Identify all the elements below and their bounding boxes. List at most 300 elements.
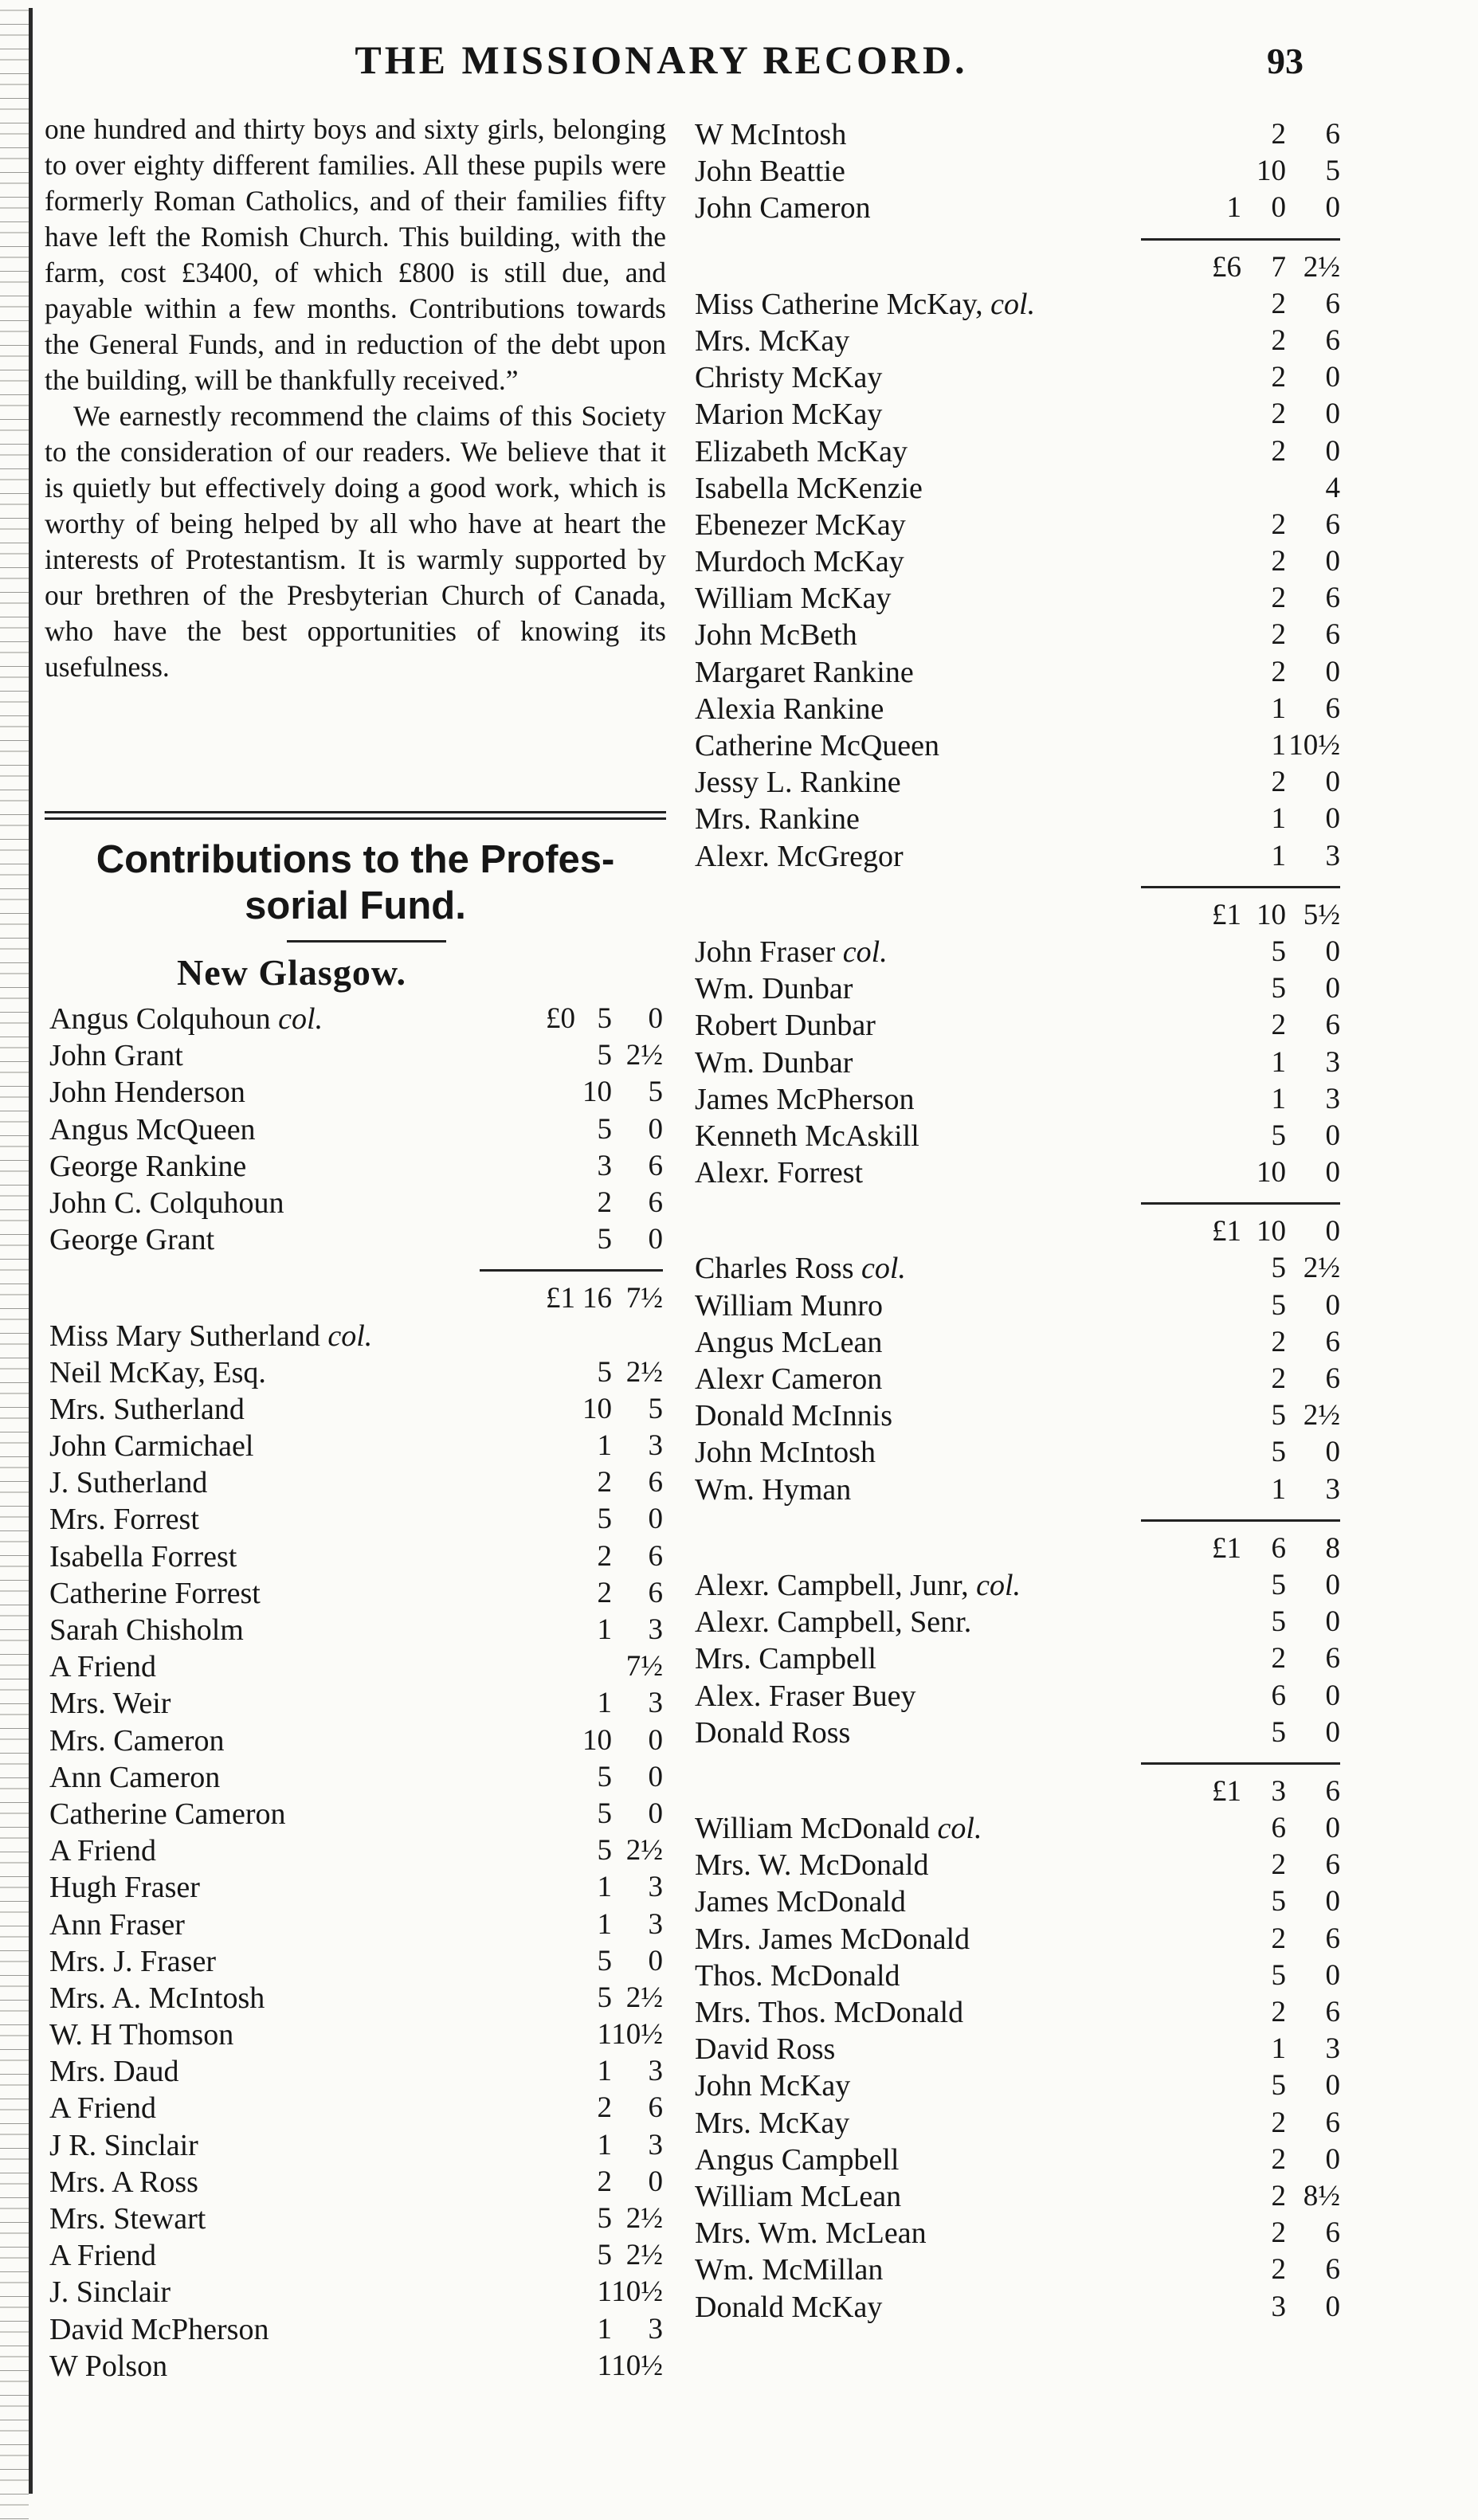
amount-pence: 3	[1325, 839, 1340, 872]
contributor-row	[695, 580, 1340, 617]
amount-shillings: 10	[1256, 898, 1286, 931]
subtotal-row	[695, 1530, 1340, 1567]
contributor-row	[695, 801, 1340, 837]
contributor-name	[49, 1907, 185, 1943]
contributor-name	[695, 1640, 876, 1677]
contributor-row	[695, 1472, 1340, 1508]
contributor-name	[695, 1604, 971, 1640]
contributor-name-text: A Friend	[49, 1650, 157, 1684]
amount-pence: 0	[1325, 1568, 1340, 1601]
contributor-row	[49, 2237, 663, 2274]
contributor-row	[49, 1001, 663, 1037]
contributor-row	[695, 970, 1340, 1007]
contributor-name	[695, 1154, 863, 1191]
amount-shillings: 2	[1271, 118, 1286, 151]
contributor-name-text: William McDonald	[695, 1812, 931, 1846]
contributor-name	[49, 1832, 156, 1869]
amount-shillings: 1	[1271, 1472, 1286, 1506]
contributor-name-text: Mrs. Rankine	[695, 802, 860, 837]
amount-pence: 10½	[611, 2349, 663, 2382]
contributor-name-text: Mrs. McKay	[695, 323, 850, 358]
subtotal-rule	[1141, 1762, 1340, 1765]
amount-shillings: 5	[597, 1834, 612, 1867]
amount-pence: 10½	[611, 2275, 663, 2309]
subtotal-rule-row	[695, 1191, 1340, 1213]
amount-pence: 2½	[625, 2202, 663, 2235]
amount-shillings: 2	[597, 2165, 612, 2198]
contributor-row	[49, 2311, 663, 2348]
contributor-name	[695, 396, 882, 433]
amount-shillings: 5	[1271, 1436, 1286, 1469]
amount-shillings: 1	[1271, 692, 1286, 725]
contributor-name-text: John McBeth	[695, 618, 857, 653]
amount-pence: 0	[648, 1112, 663, 1146]
contributor-row	[49, 2053, 663, 2090]
contributor-name-text: W Polson	[49, 2349, 168, 2383]
amount-pence: 6	[1325, 2216, 1340, 2250]
contributor-name-text: John C. Colquhoun	[49, 1186, 284, 1220]
amount-pence: 2½	[625, 1039, 663, 1072]
contributor-name	[49, 1037, 183, 1074]
amount-pence: 6	[1325, 618, 1340, 652]
contributor-name	[49, 1148, 246, 1185]
amount-shillings: 2	[1271, 1642, 1286, 1675]
amount-pence: 0	[1325, 545, 1340, 578]
contributor-row	[695, 1007, 1340, 1044]
contributor-name	[695, 1250, 906, 1287]
amount-shillings: 1	[597, 1429, 612, 1463]
amount-pence: 3	[648, 1429, 663, 1463]
amount-pence: 7½	[625, 1650, 663, 1683]
contributor-row	[695, 2105, 1340, 2142]
contributor-name	[49, 1538, 237, 1575]
contributor-name-text: Catherine McQueen	[695, 729, 940, 762]
contributor-name	[695, 359, 882, 396]
contributor-name-text: James McDonald	[695, 1885, 906, 1919]
contributor-name-text: Catherine Cameron	[49, 1797, 286, 1831]
contributor-name	[695, 1287, 883, 1324]
amount-pounds: £1	[1212, 898, 1241, 931]
amount-pence: 0	[648, 1723, 663, 1757]
amount-pence: 6	[1325, 118, 1340, 151]
contributor-name	[49, 1869, 200, 1906]
amount-shillings: 5	[597, 1797, 612, 1830]
amount-pence: 0	[1325, 1215, 1340, 1248]
contributor-name	[695, 580, 891, 617]
contributor-name-text: Mrs. Thos. McDonald	[695, 1996, 964, 2029]
contributor-row	[695, 1361, 1340, 1397]
amount-shillings: 10	[582, 1392, 612, 1425]
amount-pence: 3	[648, 1907, 663, 1941]
amount-pence: 0	[1325, 1885, 1340, 1918]
amount-pence: 3	[648, 2312, 663, 2346]
contributor-name	[695, 801, 860, 837]
amount-pence: 6	[1325, 1642, 1340, 1675]
amount-shillings: 6	[1271, 1679, 1286, 1712]
contributor-name-text: Wm. Dunbar	[695, 1045, 853, 1080]
amount-pence: 8½	[1303, 2179, 1340, 2212]
contributor-row	[49, 1648, 663, 1685]
amount-pence: 6	[1325, 1922, 1340, 1955]
contributor-row	[49, 2016, 663, 2053]
contributor-name-text: Wm. Hyman	[695, 1472, 852, 1507]
amount-pence: 6	[648, 2091, 663, 2125]
amount-shillings: 10	[1256, 1156, 1286, 1189]
subtotal-rule	[480, 1269, 663, 1272]
amount-shillings: 1	[597, 2128, 612, 2161]
contributor-name	[49, 1722, 225, 1759]
article-paragraph: We earnestly recommend the claims of this Society to the consideration of our readers. We believe that it is quietly but effectively doing a good work, which is worthy of being helped by all who have at heart the interests of Protestantism. It is warmly supported by our brethren of the Presbyterian Church of Canada, who have the best opportunities of knowing its usefulness.	[45, 400, 666, 683]
contributor-name-text: Christy McKay	[695, 361, 883, 395]
contributor-row	[49, 1391, 663, 1428]
contributor-row	[695, 153, 1340, 190]
amount-shillings: 5	[597, 1981, 612, 2014]
contributor-row	[49, 1354, 663, 1391]
amount-shillings: 5	[597, 1944, 612, 1977]
contributor-name	[695, 433, 908, 470]
amount-shillings: 2	[1271, 2253, 1286, 2287]
collector-mark: col.	[278, 1002, 323, 1036]
amount-pounds: £0	[546, 1002, 575, 1035]
amount-pence: 0	[1325, 655, 1340, 688]
amount-shillings: 2	[1271, 2106, 1286, 2139]
amount-shillings: 5	[597, 2239, 612, 2272]
contributor-name-text: Ebenezer McKay	[695, 508, 906, 542]
amount-shillings: 1	[597, 1687, 612, 1720]
contributor-name-text: A Friend	[49, 2091, 157, 2126]
contributor-row	[49, 1722, 663, 1759]
contributor-row	[695, 1081, 1340, 1118]
contributor-name-text: Mrs. A. McIntosh	[49, 1981, 265, 2015]
article-text	[45, 112, 666, 685]
contributor-name	[695, 1921, 970, 1958]
contributor-name-text: Murdoch McKay	[695, 545, 904, 579]
contributor-name-text: Sarah Chisholm	[49, 1613, 244, 1647]
amount-shillings: 2	[1271, 2216, 1286, 2250]
contributor-name-text: Wm. Dunbar	[695, 972, 853, 1006]
contributor-name-text: John Henderson	[49, 1076, 245, 1110]
amount-shillings: 5	[597, 1002, 612, 1035]
amount-pence: 4	[1325, 471, 1340, 504]
contributor-row	[695, 1324, 1340, 1361]
contributor-name	[695, 727, 939, 764]
amount-pence: 6	[1325, 1325, 1340, 1358]
section-heading-line1: Contributions to the Profes-	[96, 838, 615, 881]
contributor-row	[49, 1185, 663, 1221]
contributor-name-text: J. Sutherland	[49, 1466, 208, 1500]
amount-shillings: 2	[597, 1576, 612, 1609]
amount-shillings: 7	[1271, 250, 1286, 284]
contributor-name	[695, 2031, 835, 2067]
contributor-name-text: J. Sinclair	[49, 2275, 171, 2310]
place-heading: New Glasgow.	[177, 952, 406, 993]
contributor-name	[695, 1081, 914, 1118]
contributor-name-text: Mrs. Weir	[49, 1687, 171, 1721]
section-heading-line2: sorial Fund.	[245, 884, 466, 927]
contributor-row	[49, 1575, 663, 1612]
contributor-name-text: Alexr. Campbell, Senr.	[695, 1605, 972, 1640]
amount-pence: 0	[1325, 935, 1340, 968]
contributor-name	[49, 1111, 256, 1148]
page-edge-binding	[0, 0, 29, 2520]
amount-pence: 5	[648, 1076, 663, 1109]
amount-pence: 6	[1325, 1996, 1340, 2028]
amount-pence: 2½	[625, 2239, 663, 2272]
contributor-name-text: James McPherson	[695, 1082, 915, 1116]
contributor-name	[695, 543, 904, 580]
amount-pence: 6	[1325, 508, 1340, 541]
contributor-name	[695, 2252, 883, 2288]
contributor-name-text: David Ross	[695, 2032, 836, 2067]
contributor-name	[49, 1648, 156, 1685]
amount-pence: 3	[1325, 2032, 1340, 2066]
contributor-name-text: Mrs. James McDonald	[695, 1922, 970, 1956]
contributor-name-text: Catherine Forrest	[49, 1576, 261, 1610]
contributor-name	[49, 2016, 233, 2053]
contributor-name-text: David McPherson	[49, 2312, 269, 2346]
contributor-row	[695, 1434, 1340, 1471]
amount-shillings: 6	[1271, 1812, 1286, 1845]
contributor-name	[695, 2289, 882, 2326]
contributor-name-text: A Friend	[49, 1834, 157, 1868]
amount-shillings: 10	[582, 1076, 612, 1109]
collector-mark: col.	[937, 1812, 982, 1846]
amount-shillings: 2	[597, 2091, 612, 2125]
contributor-name	[695, 1007, 876, 1044]
amount-shillings: 1	[597, 2055, 612, 2088]
amount-pounds: £1	[546, 1282, 575, 1315]
amount-shillings: 5	[597, 2202, 612, 2235]
contributor-row	[49, 1759, 663, 1796]
contributor-name	[49, 1391, 245, 1428]
contributor-row	[695, 1810, 1340, 1847]
amount-shillings: 5	[597, 1223, 612, 1256]
subtotal-row	[695, 249, 1340, 286]
amount-shillings: 1	[597, 2312, 612, 2346]
amount-shillings: 5	[1271, 935, 1286, 968]
left-contribution-column	[49, 1001, 663, 2385]
contributor-name	[695, 507, 906, 543]
contributor-name	[49, 1759, 220, 1796]
contributor-row	[695, 764, 1340, 801]
contributor-name-text: Angus Colquhoun	[49, 1002, 271, 1036]
contributor-row	[695, 617, 1340, 653]
contributor-row	[695, 1994, 1340, 2031]
contributor-name-text: Angus Campbell	[695, 2142, 900, 2177]
contributor-row	[695, 1958, 1340, 1994]
amount-shillings: 5	[597, 1039, 612, 1072]
contributor-row	[695, 470, 1340, 507]
contributor-name	[49, 2201, 206, 2237]
amount-shillings: 2	[1271, 1996, 1286, 2028]
contributor-name-text: Alexr. McGregor	[695, 839, 904, 873]
contributor-name	[49, 1685, 171, 1722]
contributor-name	[695, 691, 884, 727]
contributor-name-text: Mrs. Daud	[49, 2055, 179, 2089]
amount-shillings: 1	[597, 2349, 612, 2382]
amount-pence: 5½	[1303, 898, 1340, 931]
contributor-row	[695, 838, 1340, 875]
amount-shillings: 2	[1271, 287, 1286, 320]
contributor-name-text: Marion McKay	[695, 398, 883, 432]
amount-pence: 2½	[1303, 1252, 1340, 1285]
contributor-name-text: Donald McInnis	[695, 1399, 893, 1433]
contributor-name-text: Mrs. W. McDonald	[695, 1848, 929, 1883]
amount-pence: 6	[648, 1149, 663, 1182]
contributor-row	[49, 1428, 663, 1464]
contributor-name-text: Mrs. Cameron	[49, 1723, 225, 1758]
contributor-name	[695, 153, 845, 190]
amount-shillings: 2	[1271, 2179, 1286, 2212]
column-edge-rule	[29, 8, 33, 2494]
contributor-name	[695, 1847, 928, 1883]
contributor-name	[49, 1001, 323, 1037]
contributor-name-text: Mrs. McKay	[695, 2106, 850, 2140]
contributor-name-text: Mrs. Campbell	[695, 1642, 876, 1676]
page-number: 93	[1267, 41, 1304, 81]
contributor-row	[695, 1604, 1340, 1640]
contributor-name	[695, 838, 904, 875]
amount-pence: 0	[1325, 2290, 1340, 2323]
amount-shillings: 2	[597, 1466, 612, 1499]
contributor-name-text: Ann Cameron	[49, 1760, 221, 1794]
section-double-rule-bottom	[45, 817, 666, 820]
collector-mark: col.	[990, 287, 1036, 321]
amount-shillings: 2	[1271, 655, 1286, 688]
subtotal-rule	[1141, 238, 1340, 241]
contributor-name-text: Angus McLean	[695, 1325, 883, 1359]
amount-pounds: £6	[1212, 250, 1241, 284]
contributor-row	[49, 1612, 663, 1648]
contributor-name	[49, 1354, 266, 1391]
contributor-name	[49, 2053, 179, 2090]
contributor-name	[695, 1361, 882, 1397]
amount-shillings: 1	[597, 1907, 612, 1941]
amount-shillings: 2	[1271, 1325, 1286, 1358]
contributor-name	[695, 1715, 850, 1751]
contributor-row	[49, 2274, 663, 2310]
amount-shillings: 1	[1271, 839, 1286, 872]
amount-pence: 3	[648, 2055, 663, 2088]
amount-pence: 0	[1325, 1288, 1340, 1322]
contributor-name	[49, 2274, 171, 2310]
contributor-row	[695, 1118, 1340, 1154]
amount-pence: 8	[1325, 1531, 1340, 1565]
amount-shillings: 5	[1271, 1119, 1286, 1152]
contributor-name	[695, 116, 846, 153]
contributor-row	[695, 1640, 1340, 1677]
amount-shillings: 6	[1271, 1531, 1286, 1565]
contributor-name	[695, 286, 1035, 323]
contributor-name-text: George Grant	[49, 1223, 215, 1257]
amount-pence: 3	[648, 1613, 663, 1646]
contributor-row	[695, 1250, 1340, 1287]
amount-pence: 0	[1325, 972, 1340, 1005]
contributor-name-text: Margaret Rankine	[695, 655, 914, 689]
article-paragraph: one hundred and thirty boys and sixty girls, belonging to over eighty different families. All these pupils were formerly Roman Catholics, and of their families fifty have left the Romish Church. This building, with the farm, cost £3400, of which £800 is still due, and payable within a few months. Contributions towards the General Funds, and in reduction of the debt upon the building, will be thankfully received.”	[45, 113, 666, 396]
amount-shillings: 2	[1271, 323, 1286, 357]
contributor-row	[695, 507, 1340, 543]
contributor-row	[695, 934, 1340, 970]
contributor-row	[49, 1221, 663, 1258]
contributor-name	[49, 1796, 286, 1832]
amount-pence: 0	[1325, 1715, 1340, 1749]
amount-pence: 2½	[625, 1834, 663, 1867]
amount-pence: 6	[1325, 2253, 1340, 2287]
subtotal-rule	[1141, 886, 1340, 888]
contributor-name-text: Mrs. A Ross	[49, 2165, 198, 2199]
contributor-name-text: Ann Fraser	[49, 1907, 185, 1942]
contributor-row	[695, 2252, 1340, 2288]
contributor-name-text: W McIntosh	[695, 118, 847, 151]
amount-shillings: 1	[1271, 802, 1286, 836]
contributor-name	[695, 323, 849, 359]
contributor-row	[49, 1796, 663, 1832]
contributor-name-text: Mrs. J. Fraser	[49, 1944, 216, 1978]
contributor-name-text: Alexia Rankine	[695, 692, 884, 726]
contributor-name-text: Neil McKay, Esq.	[49, 1355, 266, 1389]
contributor-row	[49, 1538, 663, 1575]
contributor-row	[695, 1921, 1340, 1958]
contributor-name-text: Isabella McKenzie	[695, 471, 923, 505]
amount-shillings: 2	[1271, 766, 1286, 799]
contributor-name	[695, 934, 888, 970]
subtotal-row	[695, 897, 1340, 934]
contributor-name-text: William Munro	[695, 1288, 883, 1323]
amount-pounds: £1	[1212, 1531, 1241, 1565]
contributor-name-text: Mrs. Forrest	[49, 1503, 199, 1537]
contributor-name-text: George Rankine	[49, 1149, 247, 1183]
contributor-name	[49, 1575, 261, 1612]
contributor-row	[49, 1111, 663, 1148]
amount-pence: 6	[1325, 287, 1340, 320]
contributor-row	[695, 691, 1340, 727]
contributor-name	[49, 1221, 214, 1258]
contributor-name	[49, 2090, 156, 2126]
amount-pence: 0	[1325, 398, 1340, 431]
contributor-row	[695, 396, 1340, 433]
amount-pence: 6	[648, 1576, 663, 1609]
contributor-row	[49, 1832, 663, 1869]
amount-pence: 0	[1325, 766, 1340, 799]
amount-shillings: 5	[597, 1355, 612, 1389]
amount-shillings: 10	[582, 1723, 612, 1757]
amount-pence: 3	[648, 1871, 663, 1904]
contributor-name-text: Isabella Forrest	[49, 1539, 237, 1574]
contributor-name-text: John Beattie	[695, 155, 845, 189]
amount-pence: 0	[1325, 2069, 1340, 2103]
contributor-name-text: Alexr. Campbell, Junr,	[695, 1568, 969, 1602]
amount-pence: 6	[648, 1186, 663, 1219]
contributor-row	[695, 323, 1340, 359]
contributor-name	[695, 1324, 882, 1361]
contributor-row	[695, 359, 1340, 396]
contributor-row	[49, 2127, 663, 2164]
subtotal-row	[695, 1213, 1340, 1250]
right-contribution-column	[695, 116, 1340, 2326]
contributor-name-text: Donald Ross	[695, 1715, 851, 1750]
contributor-row	[49, 2348, 663, 2385]
amount-shillings: 2	[1271, 2142, 1286, 2176]
contributor-row	[695, 2215, 1340, 2252]
contributor-name	[49, 1943, 216, 1980]
contributor-name-text: J R. Sinclair	[49, 2128, 198, 2162]
amount-pence: 2½	[625, 1355, 663, 1389]
amount-shillings: 3	[1271, 1774, 1286, 1808]
amount-shillings: 5	[597, 1112, 612, 1146]
amount-shillings: 1	[1271, 1045, 1286, 1079]
amount-pence: 6	[1325, 692, 1340, 725]
